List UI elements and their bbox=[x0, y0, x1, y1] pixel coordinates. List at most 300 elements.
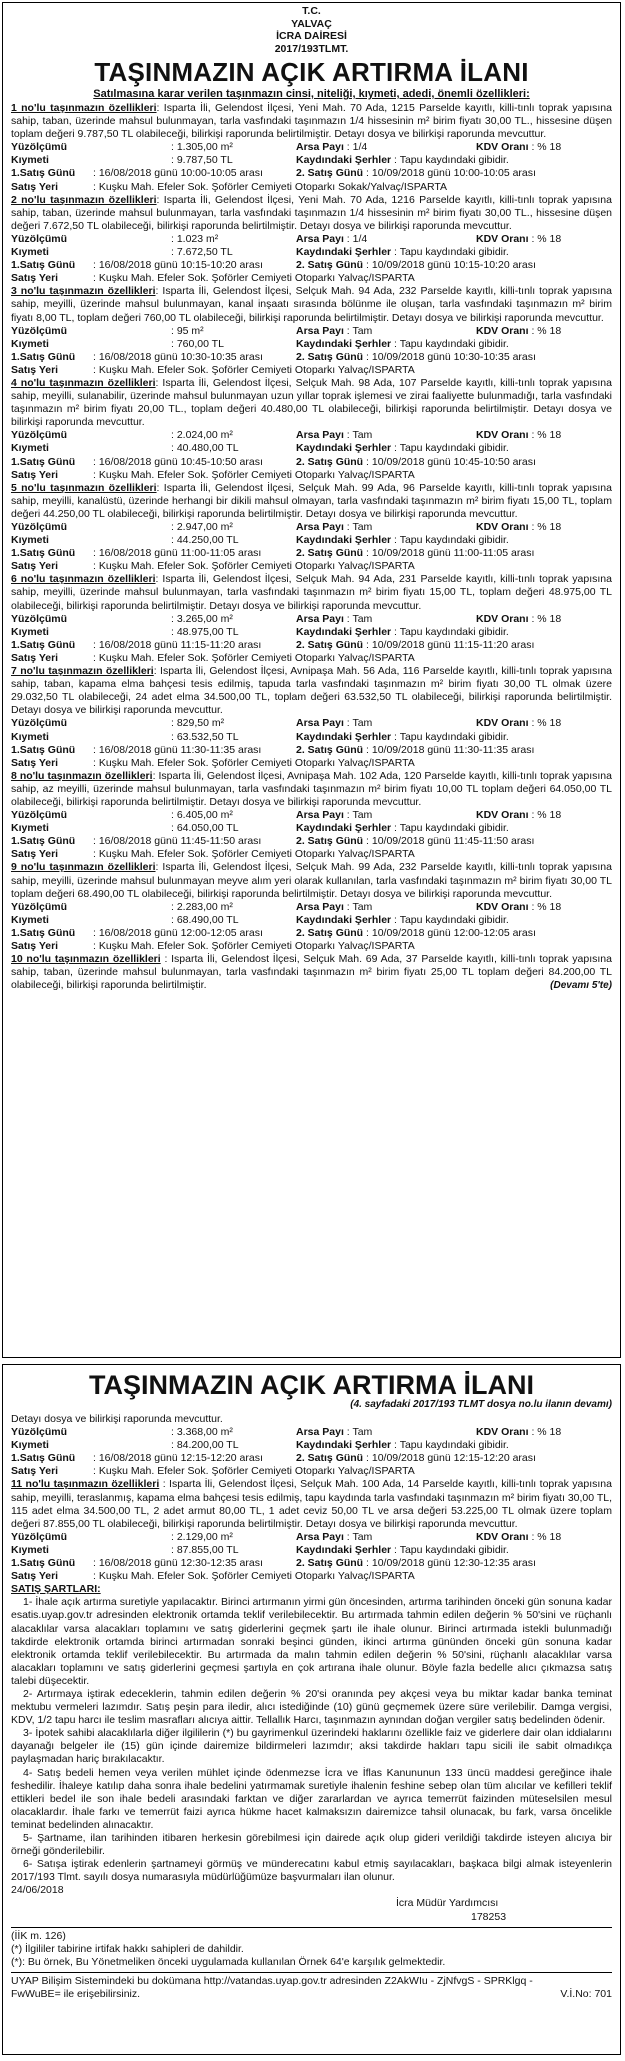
value-label: Kıymeti bbox=[11, 154, 49, 167]
second-sale-label: 2. Satış Günü bbox=[296, 350, 364, 363]
vat-value: : % 18 bbox=[531, 1530, 562, 1543]
auction-notice-part1 bbox=[2, 2, 621, 1358]
first-sale-group bbox=[11, 167, 296, 180]
annotations-value: : Tapu kaydındaki gibidir. bbox=[394, 534, 509, 547]
sale-location-label: Satış Yeri bbox=[11, 1465, 59, 1478]
annotations-value: : Tapu kaydındaki gibidir. bbox=[394, 822, 509, 835]
property-2-row-location bbox=[11, 272, 612, 285]
property-3-text: : Isparta İli, Gelendost İlçesi, Selçuk Mah. 94 Ada, 232 Parselde kayıtlı, killi-tınlı toprak yapısına sahip, meyilli, üzerinde mahsul bulunmayan, kanal inşaatı sırasında bölünme ile oluşan, tarla vasfındaki taşınmazın m² birim fiyatı 8,00 TL, toplam değeri 760,00 TL olabileceği, bilirkişi raporunda belirtilmiştir. Detayı dosya ve bilirkişi raporunda mevcuttur. bbox=[11, 285, 612, 324]
property-11-heading: 11 no'lu taşınmazın özellikleri bbox=[11, 1478, 160, 1491]
terms-paragraph-4: 4- Satış bedeli hemen veya verilen mühlet içinde ödenmezse İcra ve İflas Kanununun 133 üncü maddesi gereğince ihale feshedilir. İhaleye katılıp daha sonra ihale bedelini yatırmamak suretiyle ihalenin feshine sebep olan tüm alıcılar ve kefilleri teklif ettikleri bedel ile son ihale bedeli arasındaki farktan ve diğer zararlardan ve ayrıca temerrüt faizinden müteselsilen mesul olacaklardır. İhale farkı ve temerrüt faizi ayrıca hükme hacet kalmaksızın dairemizce tahsil olunacak, bu fark, varsa öncelikle teminat bedelinden alınacaktır. bbox=[11, 1766, 612, 1831]
property-10-text: : Isparta İli, Gelendost İlçesi, Selçuk Mah. 69 Ada, 37 Parselde kayıtlı, killi-tınlı toprak yapısına sahip, taban, üzerinde mahsul bulunmayan, tarla vasfındaki taşınmazın m² birim fiyatı 25,00 TL toplam değeri 84.200,00 TL olabileceği, bilirkişi raporunda belirtilmiştir. bbox=[11, 953, 612, 992]
property-11-description bbox=[11, 1478, 612, 1530]
vat-value: : % 18 bbox=[531, 1426, 562, 1439]
value-amount: : 84.200,00 TL bbox=[171, 1439, 239, 1452]
first-sale-date: : 16/08/2018 günü 12:15-12:20 arası bbox=[93, 1452, 263, 1465]
area-value: : 829,50 m² bbox=[171, 717, 225, 730]
value-label: Kıymeti bbox=[11, 337, 49, 350]
header-line-2: YALVAÇ bbox=[291, 17, 332, 30]
first-sale-date: : 16/08/2018 günü 10:00-10:05 arası bbox=[93, 167, 263, 180]
share-label: Arsa Payı bbox=[296, 809, 344, 822]
terms-paragraph-2: 2- Artırmaya iştirak edeceklerin, tahmin edilen değerin % 20'si oranında pey akçesi veya bu miktar kadar banka teminat mektubu vermeleri lazımdır. Satış peşin para iledir, alıcı istediğinde (10) günü geçmemek üzere süre verilebilir. Damga vergisi, KDV, 1/2 tapu harcı ile teslim masrafları alıcıya aittir. Tellallık Harcı, taşınmazın aynından doğan vergiler satış bedelinden ödenir. bbox=[11, 1687, 612, 1727]
share-value: : 1/4 bbox=[346, 232, 368, 245]
property-11-row-area bbox=[11, 1531, 612, 1544]
property-8-description bbox=[11, 770, 612, 809]
area-value: : 1.023 m² bbox=[171, 232, 219, 245]
second-sale-date: : 10/09/2018 günü 12:30-12:35 arası bbox=[366, 1557, 536, 1570]
property-1-row-dates bbox=[11, 167, 612, 180]
second-sale-label: 2. Satış Günü bbox=[296, 547, 364, 560]
property-5-row-value bbox=[11, 534, 612, 547]
share-group bbox=[296, 1531, 476, 1544]
first-sale-label: 1.Satış Günü bbox=[11, 167, 76, 180]
property-9-text: : Isparta İli, Gelendost İlçesi, Selçuk Mah. 99 Ada, 232 Parselde kayıtlı, killi-tınlı toprak yapısına sahip, meyilli, üzerinde mahsul bulunmayan meyve alım yeri olarak kullanılan, tarla vasfındaki taşınmazın m² birim fiyatı 30,00 TL toplam değeri 68.490,00 TL olabileceği, bilirkişi raporunda belirtilmiştir. Detayı dosya ve bilirkişi raporunda mevcuttur. bbox=[11, 861, 612, 900]
property-4-heading: 4 no'lu taşınmazın özellikleri bbox=[11, 376, 156, 389]
terms-paragraph-6: 6- Satışa iştirak edenlerin şartnameyi görmüş ve münderecatını kabul etmiş sayılacakları, başkaca bilgi almak isteyenlerin 2017/193 Tlmt. sayılı dosya numarasıyla müdürlüğümüze başvurmaları ilan olunur. bbox=[11, 1858, 612, 1884]
vat-value: : % 18 bbox=[531, 324, 562, 337]
property-10-description bbox=[11, 953, 612, 992]
property-4-row-value bbox=[11, 442, 612, 455]
annotations-label: Kaydındaki Şerhler bbox=[296, 822, 392, 835]
area-label: Yüzölçümü bbox=[11, 612, 68, 625]
property-5-text: : Isparta İli, Gelendost İlçesi, Selçuk Mah. 99 Ada, 96 Parselde kayıtlı, killi-tınlı toprak yapısına sahip, meyilli, kanalüstü, üzerinde herhangi bir dikili mahsul olmayan, tarla vasfındaki taşınmazın m² birim fiyatı 15,00 TL, toplam değeri 44.250,00 TL olabileceği, bilirkişi raporunda belirtilmiştir. Detayı dosya ve bilirkişi raporunda mevcuttur. bbox=[11, 481, 612, 520]
header-line-3: İCRA DAİRESİ bbox=[276, 30, 347, 42]
first-sale-group bbox=[11, 639, 296, 652]
property-6-row-location bbox=[11, 652, 612, 665]
share-value: : Tam bbox=[346, 324, 373, 337]
vat-label: KDV Oranı bbox=[476, 1530, 529, 1543]
property-5-row-dates bbox=[11, 547, 612, 560]
property-7-text: : Isparta İli, Gelendost İlçesi, Avnipaşa Mah. 56 Ada, 116 Parselde kayıtlı, killi-tınlı toprak yapısına sahip, taban, kapama elma bahçesi tesis edilmiş, tapuda tarla vasfındaki taşınmazın m² birim fiyatı 30,00 TL olmak üzere 29.032,50 TL olabileceği, 24 adet elma 34.500,00 TL, toplam değeri 63.532,50 TL olabileceği, bilirkişi raporunda belirtilmiştir. Detayı dosya ve bilirkişi raporunda mevcuttur. bbox=[11, 665, 612, 717]
notice-date: 24/06/2018 bbox=[11, 1884, 64, 1897]
share-value: : Tam bbox=[346, 612, 373, 625]
sale-location-value: : Kuşku Mah. Efeler Sok. Şoförler Cemiyeti Otoparkı Sokak/Yalvaç/ISPARTA bbox=[93, 180, 448, 193]
value-label: Kıymeti bbox=[11, 822, 49, 835]
sale-location-label: Satış Yeri bbox=[11, 756, 59, 769]
property-5-description bbox=[11, 482, 612, 521]
property-3-row-dates bbox=[11, 351, 612, 364]
property-2-text: : Isparta İli, Gelendost İlçesi, Yeni Mah. 70 Ada, 1216 Parselde kayıtlı, killi-tınlı toprak yapısına sahip, taban, üzerinde mahsul bulunmayan, tarla vasfındaki taşınmazın 1/4 hissesinin m² birim fiyatı 30,00 TL., hissesine düşen değeri 7.672,50 TL olabileceği, bilirkişi raporunda belirtilmiştir. Detayı dosya ve bilirkişi raporunda mevcuttur. bbox=[11, 193, 612, 232]
property-4-text: : Isparta İli, Gelendost İlçesi, Selçuk Mah. 98 Ada, 107 Parselde kayıtlı, killi-tınlı toprak yapısına sahip, meyilli, sulanabilir, üzerinde mahsul bulunmayan uzun yıllar toprak işlemesi ve zirai faaliyette bulunmadığı, tarla vasfındaki taşınmazın m² birim fiyatı 20,00 TL., toplam değeri 40.480,00 TL olabileceği, bilirkişi raporunda belirtilmiştir. Detayı dosya ve bilirkişi raporunda mevcuttur. bbox=[11, 376, 612, 429]
area-label: Yüzölçümü bbox=[11, 232, 68, 245]
area-label: Yüzölçümü bbox=[11, 1426, 68, 1439]
property-7-row-location bbox=[11, 757, 612, 770]
property-1-row-value bbox=[11, 154, 612, 167]
property-2-row-area bbox=[11, 233, 612, 246]
sale-location-label: Satış Yeri bbox=[11, 848, 59, 861]
area-value: : 2.129,00 m² bbox=[171, 1530, 233, 1543]
first-sale-group bbox=[11, 1452, 296, 1465]
annotations-value: : Tapu kaydındaki gibidir. bbox=[394, 1543, 509, 1556]
share-value: : Tam bbox=[346, 429, 373, 442]
first-sale-label: 1.Satış Günü bbox=[11, 743, 76, 756]
annotations-value: : Tapu kaydındaki gibidir. bbox=[394, 154, 509, 167]
share-group bbox=[296, 141, 476, 154]
share-group bbox=[296, 233, 476, 246]
property-10-detail: Detayı dosya ve bilirkişi raporunda mevcuttur. bbox=[11, 1413, 223, 1425]
annotations-value: : Tapu kaydındaki gibidir. bbox=[394, 442, 509, 455]
second-sale-label: 2. Satış Günü bbox=[296, 1452, 364, 1465]
sale-location-value: : Kuşku Mah. Efeler Sok. Şoförler Cemiyeti Otoparkı Yalvaç/ISPARTA bbox=[93, 272, 415, 285]
continued-note: (Devamı 5'te) bbox=[550, 980, 612, 992]
share-group bbox=[296, 1426, 476, 1439]
area-label: Yüzölçümü bbox=[11, 521, 68, 533]
ad-reference-number: V.İ.No: 701 bbox=[560, 1988, 612, 2001]
annotations-value: : Tapu kaydındaki gibidir. bbox=[394, 730, 509, 743]
property-list bbox=[11, 102, 612, 953]
second-sale-date: : 10/09/2018 günü 12:15-12:20 arası bbox=[366, 1452, 536, 1465]
second-sale-label: 2. Satış Günü bbox=[296, 926, 364, 939]
property-8-row-dates bbox=[11, 835, 612, 848]
property-5-row-location bbox=[11, 560, 612, 573]
sale-location-value: : Kuşku Mah. Efeler Sok. Şoförler Cemiyeti Otoparkı Yalvaç/ISPARTA bbox=[93, 756, 415, 769]
area-value: : 6.405,00 m² bbox=[171, 809, 233, 822]
area-label: Yüzölçümü bbox=[11, 809, 68, 822]
signatory-number: 178253 bbox=[471, 1910, 507, 1923]
sale-location-value: : Kuşku Mah. Efeler Sok. Şoförler Cemiyeti Otoparkı Yalvaç/ISPARTA bbox=[93, 560, 415, 573]
sale-location-value: : Kuşku Mah. Efeler Sok. Şoförler Cemiyeti Otoparkı Yalvaç/ISPARTA bbox=[93, 1465, 415, 1478]
sale-location-label: Satış Yeri bbox=[11, 468, 59, 481]
area-label: Yüzölçümü bbox=[11, 141, 68, 154]
property-1-row-location bbox=[11, 181, 612, 194]
property-4-row-area bbox=[11, 429, 612, 442]
property-4-row-dates bbox=[11, 456, 612, 469]
continuation-title: TAŞINMAZIN AÇIK ARTIRMA İLANI bbox=[89, 1370, 534, 1400]
continuation-note: (4. sayfadaki 2017/193 TLMT dosya no.lu ilanın devamı) bbox=[350, 1399, 612, 1410]
vat-label: KDV Oranı bbox=[476, 717, 529, 730]
first-sale-label: 1.Satış Günü bbox=[11, 835, 76, 848]
value-label: Kıymeti bbox=[11, 1439, 49, 1452]
first-sale-label: 1.Satış Günü bbox=[11, 1452, 76, 1465]
first-sale-group bbox=[11, 547, 296, 560]
property-2-heading: 2 no'lu taşınmazın özellikleri bbox=[11, 193, 157, 206]
vat-label: KDV Oranı bbox=[476, 429, 529, 442]
vat-label: KDV Oranı bbox=[476, 1426, 529, 1439]
property-11-row-dates bbox=[11, 1557, 612, 1570]
value-amount: : 87.855,00 TL bbox=[171, 1543, 239, 1556]
vat-value: : % 18 bbox=[531, 900, 562, 913]
share-group bbox=[296, 901, 476, 914]
vat-value: : % 18 bbox=[531, 809, 562, 822]
annotations-label: Kaydındaki Şerhler bbox=[296, 1439, 392, 1452]
property-7-row-dates bbox=[11, 744, 612, 757]
terms-paragraph-5: 5- Şartname, ilan tarihinden itibaren herkesin görebilmesi için dairede açık olup gideri verildiği takdirde isteyen alıcıya bir örneği gönderilebilir. bbox=[11, 1832, 612, 1858]
first-sale-date: : 16/08/2018 günü 10:30-10:35 arası bbox=[93, 350, 263, 363]
header-line-1: T.C. bbox=[302, 5, 321, 17]
first-sale-group bbox=[11, 835, 296, 848]
vat-label: KDV Oranı bbox=[476, 232, 529, 245]
share-value: : Tam bbox=[346, 1530, 373, 1543]
property-4-description bbox=[11, 377, 612, 429]
second-sale-date: : 10/09/2018 günü 10:45-10:50 arası bbox=[366, 455, 536, 468]
area-value: : 2.024,00 m² bbox=[171, 429, 233, 442]
first-sale-label: 1.Satış Günü bbox=[11, 259, 76, 272]
value-label: Kıymeti bbox=[11, 442, 49, 455]
area-value: : 95 m² bbox=[171, 324, 204, 337]
property-10-row-value bbox=[11, 1439, 612, 1452]
second-sale-date: : 10/09/2018 günü 10:00-10:05 arası bbox=[366, 167, 536, 180]
value-amount: : 68.490,00 TL bbox=[171, 913, 239, 926]
second-sale-date: : 10/09/2018 günü 11:00-11:05 arası bbox=[366, 547, 535, 560]
footer-divider bbox=[11, 1927, 612, 1928]
share-group bbox=[296, 809, 476, 822]
sale-location-value: : Kuşku Mah. Efeler Sok. Şoförler Cemiyeti Otoparkı Yalvaç/ISPARTA bbox=[93, 468, 415, 481]
sale-location-label: Satış Yeri bbox=[11, 560, 59, 573]
area-label: Yüzölçümü bbox=[11, 717, 68, 730]
second-sale-label: 2. Satış Günü bbox=[296, 835, 364, 848]
share-label: Arsa Payı bbox=[296, 429, 344, 442]
first-sale-group bbox=[11, 1557, 296, 1570]
property-3-row-value bbox=[11, 338, 612, 351]
value-amount: : 48.975,00 TL bbox=[171, 625, 239, 638]
share-group bbox=[296, 429, 476, 442]
property-7-heading: 7 no'lu taşınmazın özellikleri bbox=[11, 665, 154, 678]
first-sale-label: 1.Satış Günü bbox=[11, 1557, 76, 1570]
property-7-row-area bbox=[11, 717, 612, 730]
second-sale-label: 2. Satış Günü bbox=[296, 1557, 364, 1570]
first-sale-date: : 16/08/2018 günü 12:30-12:35 arası bbox=[93, 1557, 263, 1570]
vat-value: : % 18 bbox=[531, 429, 562, 442]
share-label: Arsa Payı bbox=[296, 1530, 344, 1543]
second-sale-label: 2. Satış Günü bbox=[296, 743, 364, 756]
value-label: Kıymeti bbox=[11, 246, 49, 259]
first-sale-label: 1.Satış Günü bbox=[11, 638, 76, 651]
vat-label: KDV Oranı bbox=[476, 900, 529, 913]
sale-location-value: : Kuşku Mah. Efeler Sok. Şoförler Cemiyeti Otoparkı Yalvaç/ISPARTA bbox=[93, 1570, 415, 1583]
annotations-value: : Tapu kaydındaki gibidir. bbox=[394, 246, 509, 259]
annotations-label: Kaydındaki Şerhler bbox=[296, 730, 392, 743]
area-value: : 1.305,00 m² bbox=[171, 141, 233, 154]
value-amount: : 9.787,50 TL bbox=[171, 154, 233, 167]
second-sale-label: 2. Satış Günü bbox=[296, 638, 364, 651]
signatory-title: İcra Müdür Yardımcısı bbox=[396, 1897, 499, 1910]
property-6-heading: 6 no'lu taşınmazın özellikleri bbox=[11, 573, 156, 586]
area-value: : 3.368,00 m² bbox=[171, 1426, 233, 1439]
property-11-fields bbox=[11, 1531, 612, 1583]
second-sale-label: 2. Satış Günü bbox=[296, 455, 364, 468]
vat-label: KDV Oranı bbox=[476, 809, 529, 822]
property-3-heading: 3 no'lu taşınmazın özellikleri bbox=[11, 285, 156, 298]
property-2-row-dates bbox=[11, 259, 612, 272]
area-value: : 2.947,00 m² bbox=[171, 521, 233, 533]
share-value: : Tam bbox=[346, 900, 373, 913]
notice-title: TAŞINMAZIN AÇIK ARTIRMA İLANI bbox=[94, 57, 529, 87]
auction-notice-part2 bbox=[2, 1364, 621, 2055]
property-10-heading: 10 no'lu taşınmazın özellikleri bbox=[11, 953, 161, 966]
sale-location-label: Satış Yeri bbox=[11, 940, 59, 952]
law-reference: (İİK m. 126) bbox=[11, 1929, 66, 1942]
property-6-row-area bbox=[11, 613, 612, 626]
property-3-row-location bbox=[11, 364, 612, 377]
value-label: Kıymeti bbox=[11, 625, 49, 638]
first-sale-group bbox=[11, 927, 296, 940]
property-9-row-dates bbox=[11, 927, 612, 940]
footer-divider-2 bbox=[11, 1972, 612, 1973]
property-8-text: : Isparta İli, Gelendost İlçesi, Avnipaşa Mah. 102 Ada, 120 Parselde kayıtlı, killi-tınlı toprak yapısına sahip, az meyilli, üzerinde mahsul bulunmayan, tarla vasfındaki taşınmazın m² birim fiyatı 10,00 TL toplam değeri 64.050,00 TL olabileceği, bilirkişi raporunda belirtilmiştir. Detayı dosya ve bilirkişi raporunda mevcuttur. bbox=[11, 769, 612, 808]
notice-subtitle: Satılmasına karar verilen taşınmazın cinsi, niteliği, kıymeti, adedi, önemli özellikleri: bbox=[93, 88, 530, 100]
vat-label: KDV Oranı bbox=[476, 612, 529, 625]
property-3-description bbox=[11, 285, 612, 324]
sale-location-value: : Kuşku Mah. Efeler Sok. Şoförler Cemiyeti Otoparkı Yalvaç/ISPARTA bbox=[93, 940, 415, 952]
annotations-label: Kaydındaki Şerhler bbox=[296, 246, 392, 259]
continuation-header bbox=[11, 1369, 612, 1413]
property-8-row-area bbox=[11, 809, 612, 822]
property-5-heading: 5 no'lu taşınmazın özellikleri bbox=[11, 481, 157, 494]
sale-location-label: Satış Yeri bbox=[11, 651, 59, 664]
property-8-row-value bbox=[11, 822, 612, 835]
footnote-2: (*): Bu örnek, Bu Yönetmeliken önceki uygulamada kullanılan Örnek 64'e karşılık gelmektedir. bbox=[11, 1955, 446, 1968]
first-sale-label: 1.Satış Günü bbox=[11, 926, 76, 939]
property-10-row-area bbox=[11, 1426, 612, 1439]
annotations-label: Kaydındaki Şerhler bbox=[296, 442, 392, 455]
value-label: Kıymeti bbox=[11, 730, 49, 743]
share-value: : Tam bbox=[346, 717, 373, 730]
sale-location-value: : Kuşku Mah. Efeler Sok. Şoförler Cemiyeti Otoparkı Yalvaç/ISPARTA bbox=[93, 651, 415, 664]
value-amount: : 7.672,50 TL bbox=[171, 246, 233, 259]
vat-label: KDV Oranı bbox=[476, 521, 529, 533]
share-label: Arsa Payı bbox=[296, 324, 344, 337]
share-label: Arsa Payı bbox=[296, 232, 344, 245]
header-file-no: 2017/193TLMT. bbox=[274, 42, 349, 55]
area-label: Yüzölçümü bbox=[11, 324, 68, 337]
value-amount: : 64.050,00 TL bbox=[171, 822, 239, 835]
share-value: : 1/4 bbox=[346, 141, 368, 154]
first-sale-date: : 16/08/2018 günü 12:00-12:05 arası bbox=[93, 926, 263, 939]
sale-location-label: Satış Yeri bbox=[11, 363, 59, 376]
property-1-heading: 1 no'lu taşınmazın özellikleri bbox=[11, 102, 157, 114]
first-sale-date: : 16/08/2018 günü 11:15-11:20 arası bbox=[93, 638, 262, 651]
property-10-fields bbox=[11, 1426, 612, 1478]
sale-location-value: : Kuşku Mah. Efeler Sok. Şoförler Cemiyeti Otoparkı Yalvaç/ISPARTA bbox=[93, 363, 415, 376]
property-1-row-area bbox=[11, 141, 612, 154]
property-1-description bbox=[11, 102, 612, 141]
share-group bbox=[296, 613, 476, 626]
value-amount: : 760,00 TL bbox=[171, 337, 224, 350]
annotations-label: Kaydındaki Şerhler bbox=[296, 337, 392, 350]
first-sale-label: 1.Satış Günü bbox=[11, 350, 76, 363]
first-sale-label: 1.Satış Günü bbox=[11, 547, 76, 560]
first-sale-group bbox=[11, 351, 296, 364]
annotations-value: : Tapu kaydındaki gibidir. bbox=[394, 625, 509, 638]
sale-location-label: Satış Yeri bbox=[11, 1570, 59, 1583]
property-7-row-value bbox=[11, 731, 612, 744]
property-9-heading: 9 no'lu taşınmazın özellikleri bbox=[11, 861, 156, 874]
second-sale-date: : 10/09/2018 günü 11:15-11:20 arası bbox=[366, 638, 535, 651]
share-label: Arsa Payı bbox=[296, 717, 344, 730]
second-sale-date: : 10/09/2018 günü 11:45-11:50 arası bbox=[366, 835, 535, 848]
second-sale-label: 2. Satış Günü bbox=[296, 167, 364, 180]
annotations-label: Kaydındaki Şerhler bbox=[296, 1543, 392, 1556]
property-1-text: : Isparta İli, Gelendost İlçesi, Yeni Mah. 70 Ada, 1215 Parselde kayıtlı, killi-tınlı toprak yapısına sahip, taban, üzerinde mahsul bulunmayan, tarla vasfındaki taşınmazın 1/4 hissesinin m² birim fiyatı 30,00 TL., hissesine düşen toplam değeri 9.787,50 TL olabileceği, bilirkişi raporunda belirtilmiştir. Detayı dosya ve bilirkişi raporunda mevcuttur. bbox=[11, 102, 612, 141]
vat-value: : % 18 bbox=[531, 717, 562, 730]
footnote-1: (*) İlgililer tabirine irtifak hakkı sahipleri de dahildir. bbox=[11, 1942, 244, 1955]
property-9-description bbox=[11, 861, 612, 900]
property-9-row-area bbox=[11, 901, 612, 914]
second-sale-date: : 10/09/2018 günü 10:30-10:35 arası bbox=[366, 350, 536, 363]
value-label: Kıymeti bbox=[11, 1543, 49, 1556]
property-5-row-area bbox=[11, 521, 612, 534]
vat-value: : % 18 bbox=[531, 141, 562, 154]
vat-value: : % 18 bbox=[531, 232, 562, 245]
annotations-label: Kaydındaki Şerhler bbox=[296, 625, 392, 638]
property-10-row-dates bbox=[11, 1452, 612, 1465]
value-label: Kıymeti bbox=[11, 913, 49, 926]
second-sale-date: : 10/09/2018 günü 10:15-10:20 arası bbox=[366, 259, 536, 272]
share-label: Arsa Payı bbox=[296, 1426, 344, 1439]
annotations-label: Kaydındaki Şerhler bbox=[296, 534, 392, 547]
first-sale-date: : 16/08/2018 günü 10:45-10:50 arası bbox=[93, 455, 263, 468]
first-sale-date: : 16/08/2018 günü 11:00-11:05 arası bbox=[93, 547, 262, 560]
sale-location-value: : Kuşku Mah. Efeler Sok. Şoförler Cemiyeti Otoparkı Yalvaç/ISPARTA bbox=[93, 848, 415, 861]
annotations-value: : Tapu kaydındaki gibidir. bbox=[394, 913, 509, 926]
area-label: Yüzölçümü bbox=[11, 900, 68, 913]
terms-paragraph-1: 1- İhale açık artırma suretiyle yapılacaktır. Birinci artırmanın yirmi gün öncesinden, artırma tarihinden önceki gün sonuna kadar esatis.uyap.gov.tr adresinden elektronik ortamda teklif verilebilecektir. Bu artırmada tahmin edilen değerin % 50'sini ve rüçhanlı alacaklılar varsa alacakları toplamını ve satış giderlerini geçmek şartı ile ihale olunur. Birinci artırmada istekli bulunmadığı takdirde elektronik ortamda birinci artırmadan sonraki beşinci günden, ikinci artırma gününden önceki gün sonuna kadar elektronik ortamda teklif verilebilecektir. Bu artırmada da malın tahmin edilen değerin % 50'sini, rüçhanlı alacaklılar varsa alacakları toplamını ve satış giderlerini geçmesi şartıyla en çok artırana ihale olunur. Böyle fazla bedelle alıcı çıkmazsa satış talebi düşecektir. bbox=[11, 1596, 612, 1687]
share-label: Arsa Payı bbox=[296, 521, 344, 533]
uyap-access-note: UYAP Bilişim Sistemindeki bu dokümana http://vatandas.uyap.gov.tr adresinden Z2AkWIu - ZjNfvgS - SPRKlgq - FwWuBE= ile erişebilirsiniz. bbox=[11, 1974, 533, 2001]
property-4-row-location bbox=[11, 469, 612, 482]
annotations-label: Kaydındaki Şerhler bbox=[296, 913, 392, 926]
terms-heading: SATIŞ ŞARTLARI: bbox=[11, 1583, 101, 1596]
property-11-text: : Isparta İli, Gelendost İlçesi, Selçuk Mah. 100 Ada, 14 Parselde kayıtlı, killi-tınlı toprak yapısına sahip, meyilli, teraslanmış, kapama elma bahçesi tesis edilmiş, tapu kaydında tarla vasfındaki taşınmazın m² birim fiyatı 30,00 TL, 115 adet elma 34.500,00 TL, 2 adet armut 80,00 TL, 1 adet ceviz 50,00 TL ve arsa değeri 53.225,00 TL olmak üzere toplam değeri 87.855,00 TL olabileceği, bilirkişi raporunda belirtilmiştir. Detayı dosya ve bilirkişi raporunda mevcuttur. bbox=[11, 1478, 612, 1530]
property-2-row-value bbox=[11, 246, 612, 259]
first-sale-group bbox=[11, 456, 296, 469]
share-value: : Tam bbox=[346, 809, 373, 822]
second-sale-label: 2. Satış Günü bbox=[296, 259, 364, 272]
court-header bbox=[11, 5, 612, 55]
sale-location-label: Satış Yeri bbox=[11, 272, 59, 285]
property-9-row-value bbox=[11, 914, 612, 927]
vat-value: : % 18 bbox=[531, 612, 562, 625]
share-group bbox=[296, 521, 476, 534]
area-value: : 3.265,00 m² bbox=[171, 612, 233, 625]
value-amount: : 40.480,00 TL bbox=[171, 442, 239, 455]
property-6-description bbox=[11, 573, 612, 612]
property-11-row-value bbox=[11, 1544, 612, 1557]
property-8-heading: 8 no'lu taşınmazın özellikleri bbox=[11, 769, 153, 782]
annotations-value: : Tapu kaydındaki gibidir. bbox=[394, 1439, 509, 1452]
property-6-text: : Isparta İli, Gelendost İlçesi, Selçuk Mah. 94 Ada, 231 Parselde kayıtlı, killi-tınlı toprak yapısına sahip, meyilli, üzerinde mahsul bulunmayan, tarla vasfındaki taşınmazın m² birim fiyatı 15,00 TL, toplam değeri 48.975,00 TL olabileceği, bilirkişi raporunda belirtilmiştir. Detayı dosya ve bilirkişi raporunda mevcuttur. bbox=[11, 573, 612, 612]
value-amount: : 44.250,00 TL bbox=[171, 534, 239, 547]
property-8-row-location bbox=[11, 848, 612, 861]
vat-value: : % 18 bbox=[531, 521, 562, 533]
first-sale-group bbox=[11, 744, 296, 757]
area-label: Yüzölçümü bbox=[11, 1530, 68, 1543]
annotations-value: : Tapu kaydındaki gibidir. bbox=[394, 337, 509, 350]
property-2-description bbox=[11, 194, 612, 233]
property-11-row-location bbox=[11, 1570, 612, 1583]
second-sale-date: : 10/09/2018 günü 12:00-12:05 arası bbox=[366, 926, 536, 939]
property-7-description bbox=[11, 665, 612, 717]
first-sale-date: : 16/08/2018 günü 11:30-11:35 arası bbox=[93, 743, 262, 756]
first-sale-label: 1.Satış Günü bbox=[11, 455, 76, 468]
terms-paragraph-3: 3- İpotek sahibi alacaklılarla diğer ilgililerin (*) bu gayrimenkul üzerindeki haklarını özellikle faiz ve giderlere dair olan iddialarını dayanağı belgeler ile (15) gün içinde dairemize bildirmeleri lazımdır; aksi takdirde hakları tapu sicili ile sabit olmadıkça paylaşmadan hariç bırakılacaktır. bbox=[11, 1727, 612, 1766]
annotations-label: Kaydındaki Şerhler bbox=[296, 154, 392, 167]
second-sale-date: : 10/09/2018 günü 11:30-11:35 arası bbox=[366, 743, 535, 756]
first-sale-group bbox=[11, 259, 296, 272]
value-amount: : 63.532,50 TL bbox=[171, 730, 239, 743]
share-value: : Tam bbox=[346, 1426, 373, 1439]
share-group bbox=[296, 717, 476, 730]
property-9-row-location bbox=[11, 940, 612, 953]
first-sale-date: : 16/08/2018 günü 11:45-11:50 arası bbox=[93, 835, 262, 848]
first-sale-date: : 16/08/2018 günü 10:15-10:20 arası bbox=[93, 259, 263, 272]
share-label: Arsa Payı bbox=[296, 612, 344, 625]
share-value: : Tam bbox=[346, 521, 373, 533]
value-label: Kıymeti bbox=[11, 534, 49, 547]
vat-label: KDV Oranı bbox=[476, 324, 529, 337]
share-label: Arsa Payı bbox=[296, 141, 344, 154]
area-value: : 2.283,00 m² bbox=[171, 900, 233, 913]
